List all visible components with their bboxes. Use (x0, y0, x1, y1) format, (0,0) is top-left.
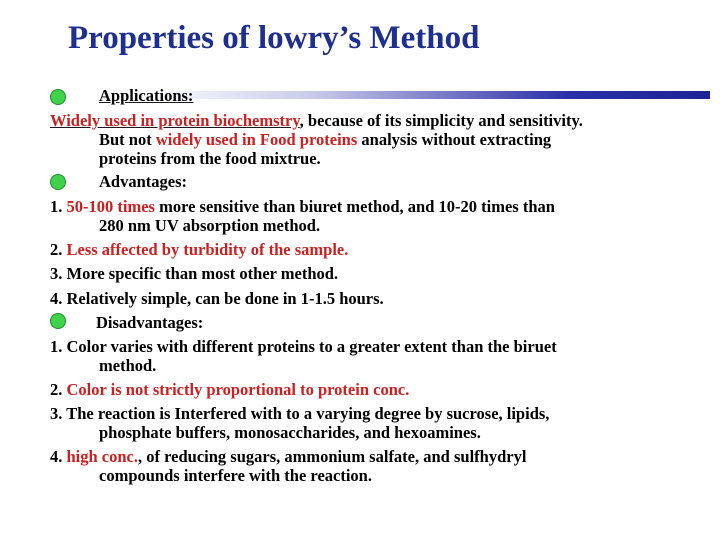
advantages-item-1: 1. 50-100 times more sensitive than biuret method, and 10-20 times than (50, 197, 555, 216)
advantages-item-4: 4. Relatively simple, can be done in 1-1.5 hours. (50, 289, 384, 308)
bullet-icon (50, 313, 66, 329)
applications-line-2: But not widely used in Food proteins analysis without extracting (99, 130, 552, 149)
disadvantages-item-4: 4. high conc., of reducing sugars, ammonium salfate, and sulfhydryl (50, 447, 527, 466)
advantages-item-1-cont: 280 nm UV absorption method. (99, 216, 321, 235)
disadvantages-heading: Disadvantages: (96, 313, 204, 332)
disadvantages-item-1: 1. Color varies with different proteins to a greater extent than the biruet (50, 337, 557, 356)
advantages-heading: Advantages: (99, 172, 188, 191)
applications-heading: Applications: (99, 86, 194, 105)
disadvantages-item-4-cont: compounds interfere with the reaction. (99, 466, 372, 485)
title-underline-bar (142, 91, 710, 99)
page-title: Properties of lowry’s Method (68, 20, 480, 56)
applications-line-3: proteins from the food mixtrue. (99, 149, 321, 168)
applications-line-1: Widely used in protein biochemstry, because of its simplicity and sensitivity. (50, 111, 583, 130)
disadvantages-item-1-cont: method. (99, 356, 157, 375)
bullet-icon (50, 89, 66, 105)
disadvantages-item-2: 2. Color is not strictly proportional to protein conc. (50, 380, 410, 399)
disadvantages-item-3-cont: phosphate buffers, monosaccharides, and hexoamines. (99, 423, 481, 442)
disadvantages-item-3: 3. The reaction is Interfered with to a varying degree by sucrose, lipids, (50, 404, 550, 423)
advantages-item-2: 2. Less affected by turbidity of the sample. (50, 240, 349, 259)
advantages-item-3: 3. More specific than most other method. (50, 264, 339, 283)
bullet-icon (50, 174, 66, 190)
